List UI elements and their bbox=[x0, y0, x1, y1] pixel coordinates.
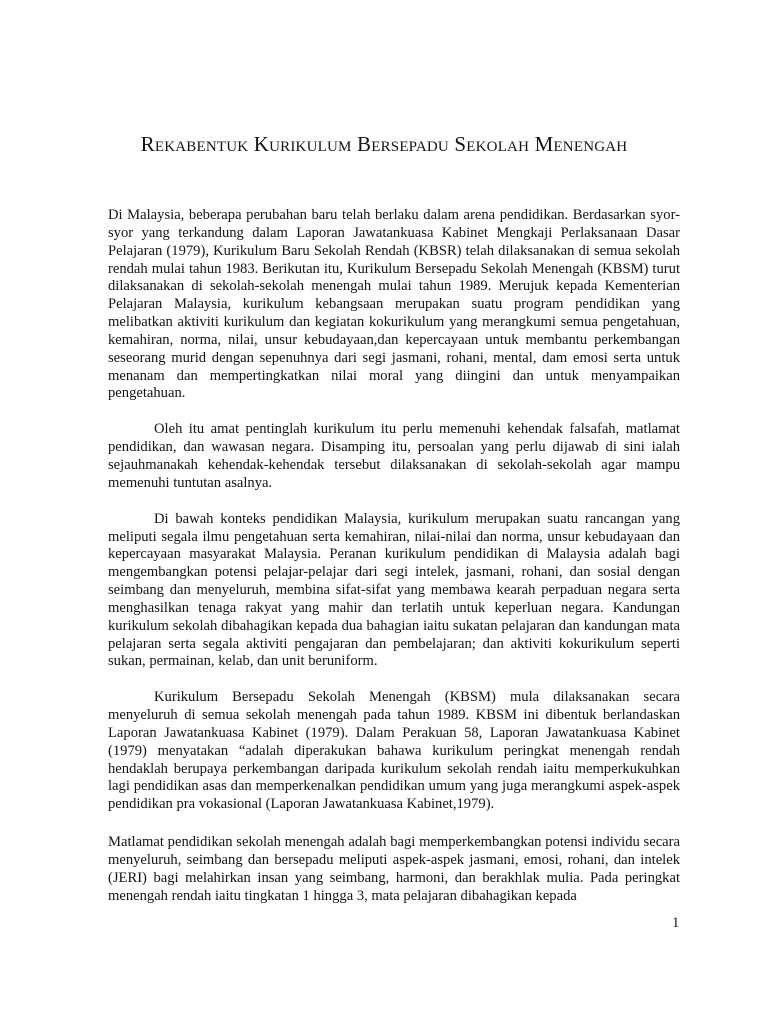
document-body bbox=[108, 207, 680, 924]
paragraph-5: Matlamat pendidikan sekolah menengah adalah bagi memperkembangkan potensi individu secara menyeluruh, seimbang dan bersepadu meliputi aspek-aspek jasmani, emosi, rohani, dan intelek (JERI) bagi melahirkan insan yang seimbang, harmoni, dan berakhlak mulia. Pada peringkat menengah rendah iaitu tingkatan 1 hingga 3, mata pelajaran dibahagikan kepada bbox=[108, 834, 680, 904]
document-title: Rekabentuk Kurikulum Bersepadu Sekolah Menengah bbox=[140, 132, 628, 156]
paragraph-1: Di Malaysia, beberapa perubahan baru telah berlaku dalam arena pendidikan. Berdasarkan syor-syor yang terkandung dalam Laporan Jawatankuasa Kabinet Mengkaji Perlaksanaan Dasar Pelajaran (1979), Kurikulum Baru Sekolah Rendah (KBSR) telah dilaksanakan di semua sekolah rendah mulai tahun 1983. Berikutan itu, Kurikulum Bersepadu Sekolah Menengah (KBSM) turut dilaksanakan di sekolah-sekolah menengah mulai tahun 1989. Merujuk kepada Kementerian Pelajaran Malaysia, kurikulum kebangsaan merupakan suatu program pendidikan yang melibatkan aktiviti kurikulum dan kegiatan kokurikulum yang merangkumi semua pengetahuan, kemahiran, norma, nilai, unsur kebudayaan,dan kepercayaan untuk membantu perkembangan seseorang murid dengan sepenuhnya dari segi jasmani, rohani, mental, dam emosi serta untuk menanam dan mempertingkatkan nilai moral yang diingini dan untuk menyampaikan pengetahuan. bbox=[108, 207, 680, 402]
page-number: 1 bbox=[672, 915, 680, 931]
paragraph-3: Di bawah konteks pendidikan Malaysia, kurikulum merupakan suatu rancangan yang meliputi segala ilmu pengetahuan serta kemahiran, nilai-nilai dan norma, unsur kebudayaan dan kepercayaan masyarakat Malaysia. Peranan kurikulum pendidikan di Malaysia adalah bagi mengembangkan potensi pelajar-pelajar dari segi intelek, jasmani, rohani, dan sosial dengan seimbang dan menyeluruh, membina sifat-sifat yang membawa kearah perpaduan negara serta menghasilkan tenaga rakyat yang mahir dan terlatih untuk keperluan negara. Kandungan kurikulum sekolah dibahagikan kepada dua bahagian iaitu sukatan pelajaran dan kandungan mata pelajaran serta segala aktiviti pengajaran dan pembelajaran; dan aktiviti kokurikulum seperti sukan, permainan, kelab, dan unit beruniform. bbox=[108, 510, 680, 670]
paragraph-4: Kurikulum Bersepadu Sekolah Menengah (KBSM) mula dilaksanakan secara menyeluruh di semua sekolah menengah pada tahun 1989. KBSM ini dibentuk berlandaskan Laporan Jawatankuasa Kabinet (1979). Dalam Perakuan 58, Laporan Jawatankuasa Kabinet (1979) menyatakan “adalah diperakukan bahawa kurikulum peringkat menengah rendah hendaklah berupaya perkembangan daripada kurikulum sekolah rendah iaitu memperkukuhkan lagi pendidikan asas dan memperkenalkan pendidikan umum yang juga merangkumi aspek-aspek pendidikan pra vokasional (Laporan Jawatankuasa Kabinet,1979). bbox=[108, 689, 680, 813]
paragraph-2: Oleh itu amat pentinglah kurikulum itu perlu memenuhi kehendak falsafah, matlamat pendidikan, dan wawasan negara. Disamping itu, persoalan yang perlu dijawab di sini ialah sejauhmanakah kehendak-kehendak tersebut dilaksanakan di sekolah-sekolah agar mampu memenuhi tuntutan asalnya. bbox=[108, 421, 680, 491]
